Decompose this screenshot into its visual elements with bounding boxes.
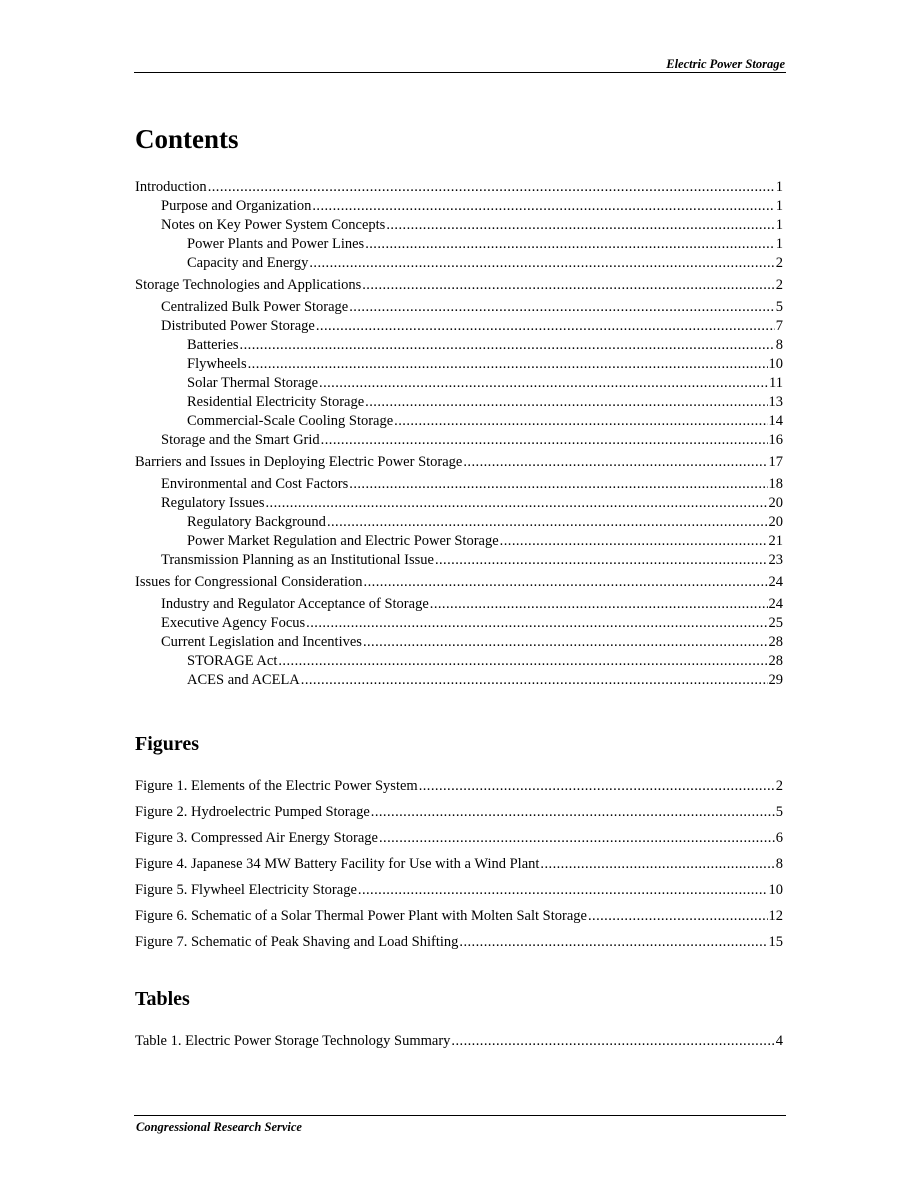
toc-entry-regulatory-issues[interactable] [135,494,783,513]
dot-leader [371,799,775,825]
toc-entry-title: Centralized Bulk Power Storage [161,299,349,315]
dot-leader [306,614,767,633]
figure-entry-title: Figure 3. Compressed Air Energy Storage [135,830,378,846]
dot-leader [248,355,768,374]
toc-entry-title: Storage and the Smart Grid [161,432,320,448]
figure-entry-page: 8 [775,856,783,872]
figure-entry-2[interactable] [135,799,783,825]
toc-entry-storage-and-smart-grid[interactable] [135,431,783,450]
toc-entry-page: 1 [775,198,783,214]
toc-entry-page: 14 [768,413,783,429]
toc-entry-title: Purpose and Organization [161,198,312,214]
toc-entry-title: Power Plants and Power Lines [187,236,365,252]
toc-entry-title: Batteries [187,337,239,353]
toc-entry-title: Solar Thermal Storage [187,375,319,391]
toc-entry-distributed-storage[interactable] [135,317,783,336]
figure-entry-5[interactable] [135,877,783,903]
toc-entry-title: Current Legislation and Incentives [161,634,362,650]
toc-entry-title: Residential Electricity Storage [187,394,365,410]
toc-entry-transmission-planning[interactable] [135,551,783,570]
figures-heading: Figures [135,733,200,755]
figure-entry-page: 2 [775,778,783,794]
dot-leader [208,178,775,197]
figure-entry-title: Figure 6. Schematic of a Solar Thermal Power Plant with Molten Salt Storage [135,908,587,924]
dot-leader [240,336,775,355]
table-entry-1[interactable] [135,1028,783,1054]
toc-entry-page: 28 [768,653,783,669]
footer-publisher: Congressional Research Service [136,1120,302,1134]
dot-leader [316,317,775,336]
dot-leader [540,851,774,877]
toc-entry-title: Barriers and Issues in Deploying Electric Power Storage [135,454,463,470]
dot-leader [365,235,775,254]
toc-entry-issues-for-congress[interactable] [135,573,783,592]
toc-entry-title: Executive Agency Focus [161,615,306,631]
toc-entry-power-market-regulation[interactable] [135,532,783,551]
toc-entry-title: Introduction [135,179,207,195]
toc-entry-page: 24 [768,596,783,612]
toc-entry-title: Industry and Regulator Acceptance of Storage [161,596,429,612]
figure-entry-title: Figure 2. Hydroelectric Pumped Storage [135,804,370,820]
toc-entry-commercial-cooling-storage[interactable] [135,412,783,431]
table-entry-title: Table 1. Electric Power Storage Technology Summary [135,1033,451,1049]
toc-entry-page: 7 [775,318,783,334]
toc-entry-title: Issues for Congressional Consideration [135,574,363,590]
toc-entry-aces-and-acela[interactable] [135,671,783,690]
dot-leader [363,633,768,652]
toc-entry-current-legislation[interactable] [135,633,783,652]
dot-leader [379,825,775,851]
toc-entry-capacity-and-energy[interactable] [135,254,783,273]
toc-entry-barriers-and-issues[interactable] [135,453,783,472]
dot-leader [459,929,767,955]
figure-entry-7[interactable] [135,929,783,955]
figure-entry-page: 5 [775,804,783,820]
toc-entry-residential-storage[interactable] [135,393,783,412]
footer-rule [134,1115,786,1116]
figure-entry-title: Figure 7. Schematic of Peak Shaving and Load Shifting [135,934,459,950]
dot-leader [451,1028,774,1054]
dot-leader [362,276,775,295]
figure-entry-title: Figure 1. Elements of the Electric Power System [135,778,418,794]
dot-leader [588,903,768,929]
toc-entry-introduction[interactable] [135,178,783,197]
figure-entry-title: Figure 4. Japanese 34 MW Battery Facility for Use with a Wind Plant [135,856,540,872]
figure-entry-page: 6 [775,830,783,846]
toc-entry-industry-regulator-acceptance[interactable] [135,595,783,614]
dot-leader [419,773,775,799]
toc-entry-page: 17 [768,454,783,470]
toc-entry-title: Commercial-Scale Cooling Storage [187,413,394,429]
toc-entry-title: Flywheels [187,356,247,372]
dot-leader [394,412,767,431]
running-header-title: Electric Power Storage [666,57,785,71]
toc-entry-title: Transmission Planning as an Institutional Issue [161,552,434,568]
toc-entry-environmental-cost-factors[interactable] [135,475,783,494]
dot-leader [312,197,774,216]
dot-leader [319,374,768,393]
toc-entry-storage-act[interactable] [135,652,783,671]
toc-entry-page: 20 [768,514,783,530]
dot-leader [349,475,767,494]
figures-list [135,773,783,955]
toc-entry-purpose-and-organization[interactable] [135,197,783,216]
figure-entry-1[interactable] [135,773,783,799]
figure-entry-page: 12 [768,908,783,924]
figure-entry-page: 10 [768,882,783,898]
toc-entry-page: 25 [768,615,783,631]
tables-heading: Tables [135,988,190,1010]
dot-leader [309,254,774,273]
toc-entry-title: ACES and ACELA [187,672,300,688]
dot-leader [327,513,768,532]
toc-entry-page: 2 [775,277,783,293]
toc-entry-page: 1 [775,179,783,195]
toc-entry-page: 13 [768,394,783,410]
dot-leader [358,877,768,903]
toc-entry-page: 23 [768,552,783,568]
toc-entry-executive-agency-focus[interactable] [135,614,783,633]
dot-leader [301,671,768,690]
header-rule [134,72,786,73]
figure-entry-3[interactable] [135,825,783,851]
tables-list [135,1028,783,1054]
toc-entry-page: 28 [768,634,783,650]
dot-leader [321,431,768,450]
toc-entry-power-plants-and-lines[interactable] [135,235,783,254]
toc-entry-solar-thermal-storage[interactable] [135,374,783,393]
dot-leader [463,453,767,472]
toc-entry-page: 5 [775,299,783,315]
toc-entry-page: 16 [768,432,783,448]
toc-entry-title: Capacity and Energy [187,255,309,271]
contents-list [135,178,783,690]
dot-leader [435,551,768,570]
toc-entry-notes-on-key-concepts[interactable] [135,216,783,235]
toc-entry-page: 10 [768,356,783,372]
dot-leader [364,573,768,592]
dot-leader [365,393,767,412]
toc-entry-page: 1 [775,236,783,252]
figure-entry-6[interactable] [135,903,783,929]
dot-leader [386,216,774,235]
toc-entry-page: 21 [768,533,783,549]
toc-entry-page: 24 [768,574,783,590]
toc-entry-batteries[interactable] [135,336,783,355]
table-entry-page: 4 [775,1033,783,1049]
dot-leader [430,595,768,614]
toc-entry-page: 8 [775,337,783,353]
dot-leader [500,532,768,551]
toc-entry-centralized-bulk-storage[interactable] [135,298,783,317]
toc-entry-title: Storage Technologies and Applications [135,277,362,293]
contents-heading: Contents [135,124,239,154]
toc-entry-storage-technologies[interactable] [135,276,783,295]
toc-entry-page: 20 [768,495,783,511]
dot-leader [349,298,775,317]
dot-leader [278,652,767,671]
toc-entry-page: 1 [775,217,783,233]
figure-entry-title: Figure 5. Flywheel Electricity Storage [135,882,357,898]
toc-entry-flywheels[interactable] [135,355,783,374]
toc-entry-page: 2 [775,255,783,271]
toc-entry-page: 29 [768,672,783,688]
toc-entry-title: Regulatory Background [187,514,326,530]
toc-entry-title: STORAGE Act [187,653,278,669]
dot-leader [266,494,768,513]
toc-entry-title: Distributed Power Storage [161,318,315,334]
toc-entry-page: 11 [769,375,783,391]
toc-entry-title: Notes on Key Power System Concepts [161,217,386,233]
toc-entry-title: Environmental and Cost Factors [161,476,349,492]
toc-entry-regulatory-background[interactable] [135,513,783,532]
toc-entry-title: Regulatory Issues [161,495,265,511]
figure-entry-page: 15 [768,934,783,950]
figure-entry-4[interactable] [135,851,783,877]
toc-entry-title: Power Market Regulation and Electric Power Storage [187,533,499,549]
toc-entry-page: 18 [768,476,783,492]
